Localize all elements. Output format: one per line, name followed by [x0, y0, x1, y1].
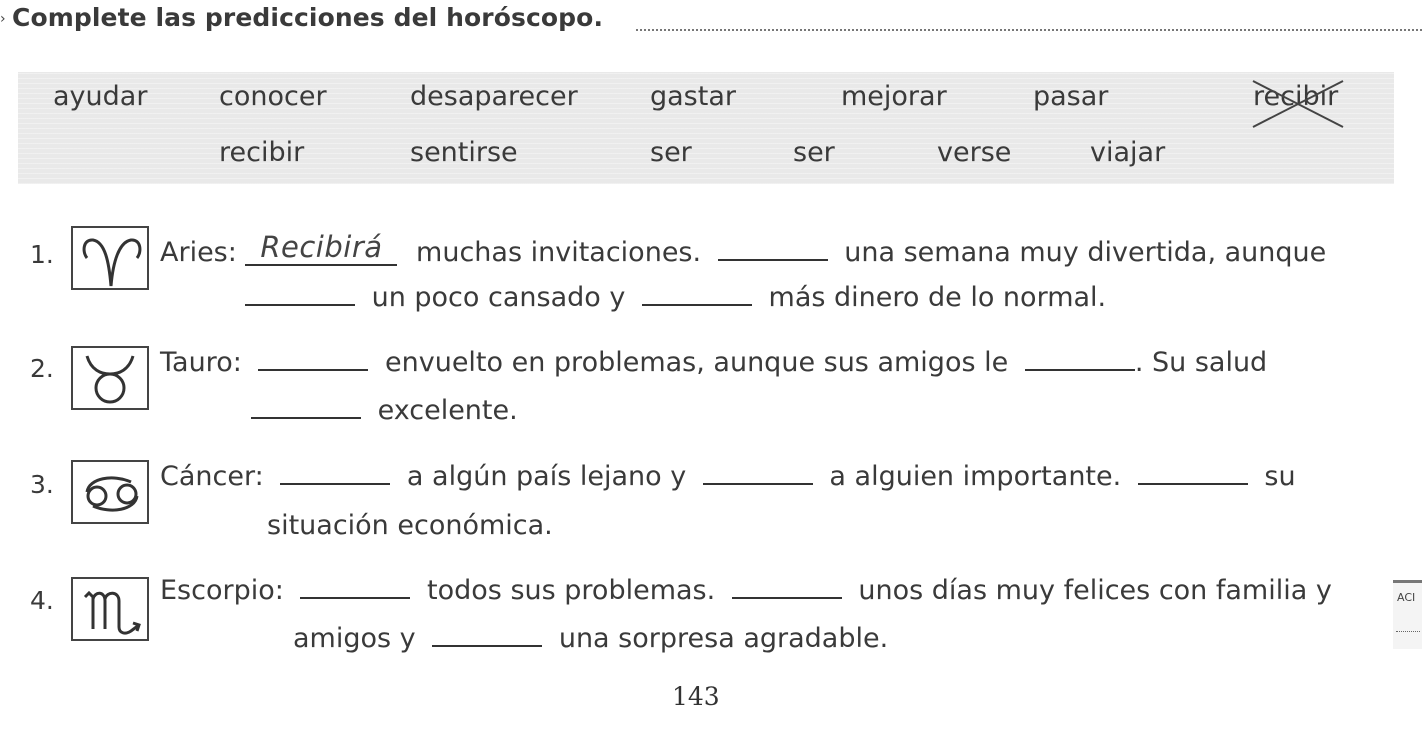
item-text: a algún país lejano y: [406, 461, 687, 492]
word-bank-item: verse: [937, 137, 1012, 168]
answer-blank[interactable]: [1025, 349, 1135, 371]
word-bank-item: conocer: [219, 81, 327, 112]
side-tab-dotted-line: [1396, 631, 1420, 632]
word-bank-item: sentirse: [410, 137, 518, 168]
answer-blank[interactable]: [300, 577, 410, 599]
bullet-arrow-icon: ›: [0, 11, 6, 27]
answer-blank[interactable]: [732, 577, 842, 599]
word-bank-item: pasar: [1033, 81, 1109, 112]
item-label: Escorpio:: [160, 575, 284, 606]
answer-blank[interactable]: [1138, 463, 1248, 485]
item-text: a alguien importante.: [829, 461, 1122, 492]
item-label: Aries:: [160, 237, 237, 268]
word-bank-item: gastar: [650, 81, 736, 112]
item-label: Cáncer:: [160, 461, 264, 492]
word-bank-item: recibir: [219, 137, 305, 168]
item-text: envuelto en problemas, aunque sus amigos le: [385, 347, 1009, 378]
cancer-symbol-icon: [71, 460, 149, 524]
item-text: muchas invitaciones.: [416, 237, 702, 268]
item-text: amigos y: [293, 623, 416, 654]
dotted-rule: [636, 29, 1422, 31]
answer-blank[interactable]: [251, 397, 361, 419]
word-bank-item: viajar: [1090, 137, 1166, 168]
item-text: excelente.: [377, 395, 518, 426]
item-text: todos sus problemas.: [427, 575, 716, 606]
answer-blank[interactable]: [280, 463, 390, 485]
item-text: más dinero de lo normal.: [768, 282, 1107, 313]
side-tab-label: ACI: [1397, 591, 1416, 604]
crossed-out-word: [1253, 81, 1338, 112]
item-number: 3.: [30, 470, 54, 499]
word-bank-item: ser: [650, 137, 692, 168]
answer-blank[interactable]: Recibirá: [245, 230, 397, 266]
word-bank-item-crossed: recibir: [1253, 81, 1339, 112]
item-number: 2.: [30, 354, 54, 383]
answer-blank[interactable]: [642, 284, 752, 306]
item-text: . Su salud: [1134, 347, 1268, 378]
aries-symbol-icon: [71, 226, 149, 290]
answer-blank[interactable]: [245, 284, 355, 306]
item-text: una semana muy divertida, aunque: [844, 237, 1327, 268]
word-bank-item: ayudar: [53, 81, 148, 112]
exercise-heading: [0, 3, 1422, 37]
word-bank-item: mejorar: [841, 81, 947, 112]
word-bank: [18, 72, 1394, 184]
item-text: unos días muy felices con familia y: [858, 575, 1332, 606]
page-number: 143: [672, 682, 720, 711]
item-text: su: [1264, 461, 1296, 492]
side-tab: [1393, 580, 1422, 649]
scorpio-symbol-icon: [71, 577, 149, 641]
item-text: un poco cansado y: [371, 282, 626, 313]
answer-blank[interactable]: [703, 463, 813, 485]
cross-out-icon: [1249, 75, 1349, 131]
item-label: Tauro:: [160, 347, 242, 378]
answer-blank[interactable]: [258, 349, 368, 371]
item-number: 1.: [30, 240, 54, 269]
answer-blank[interactable]: [432, 625, 542, 647]
taurus-symbol-icon: [71, 346, 149, 410]
word-bank-item: desaparecer: [410, 81, 578, 112]
exercise-title: Complete las predicciones del horóscopo.: [12, 3, 604, 32]
word-bank-item: ser: [793, 137, 835, 168]
answer-blank[interactable]: [718, 239, 828, 261]
item-text: situación económica.: [267, 510, 553, 541]
item-number: 4.: [30, 586, 54, 615]
item-text: una sorpresa agradable.: [558, 623, 889, 654]
